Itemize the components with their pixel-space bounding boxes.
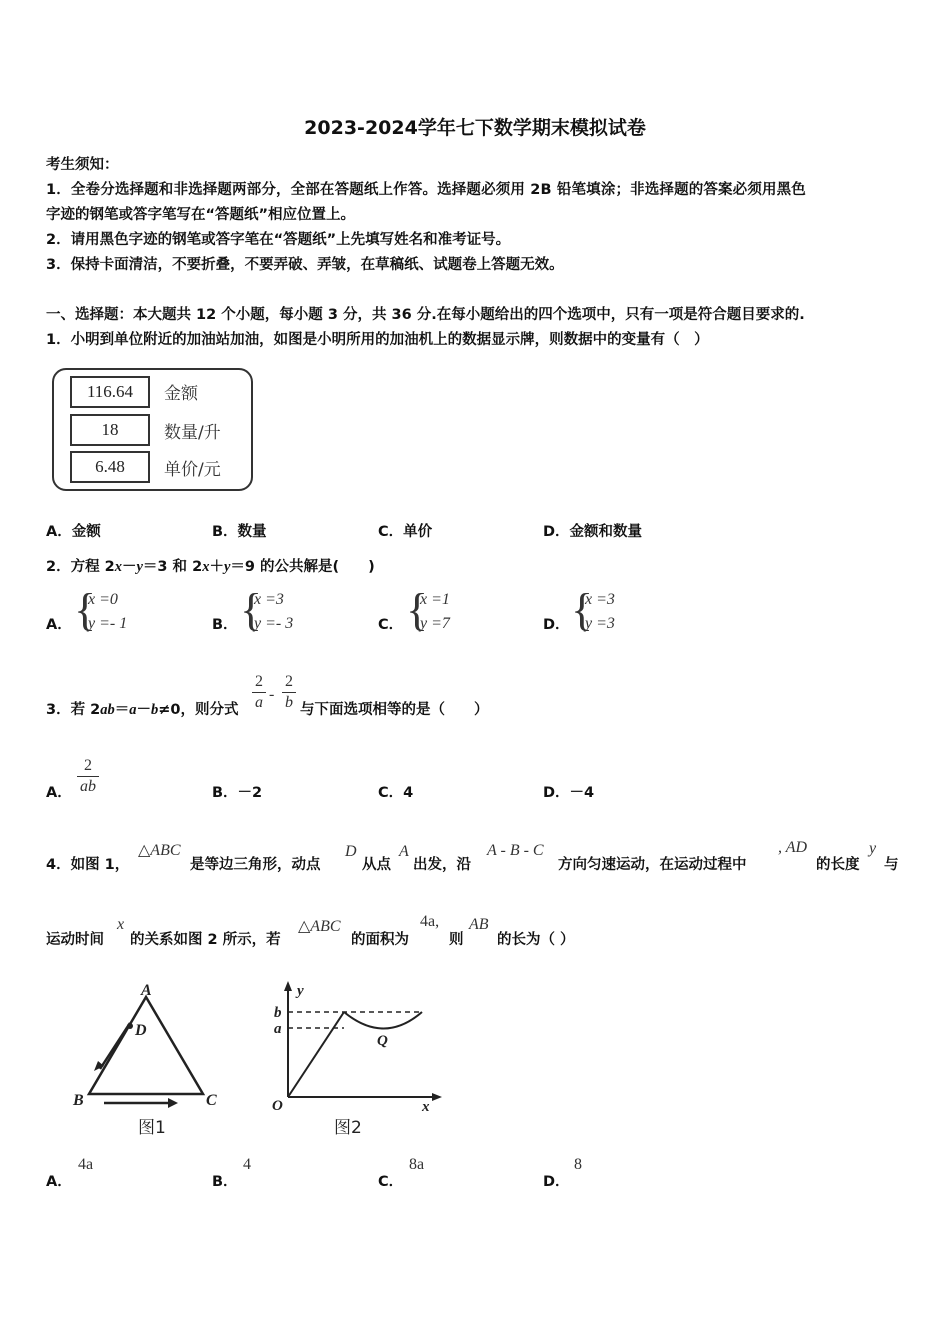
q3-option-d: D．－4 <box>543 785 595 801</box>
volume-label: 数量/升 <box>164 423 221 443</box>
q4-var-y: y <box>869 840 877 857</box>
q4-ab: AB <box>469 916 489 933</box>
fig1-label-c: C <box>206 1092 217 1109</box>
figure-2-graph <box>262 975 452 1145</box>
q4-text-7: 与 <box>884 857 899 873</box>
q4-path: A - B - C <box>487 842 544 859</box>
page-title: 2023-2024学年七下数学期末模拟试卷 <box>304 117 646 139</box>
q1-option-b: B．数量 <box>212 524 267 540</box>
q3-fraction-minus: - <box>269 686 275 703</box>
q4-text-2: 是等边三角形，动点 <box>190 857 321 873</box>
q2-option-b-system: x =3 y =- 3 <box>254 591 294 632</box>
q4-option-a-value: 4a <box>78 1156 94 1173</box>
q4-option-d-label: D． <box>543 1174 570 1190</box>
q4-text-6: 的长度 <box>816 857 860 873</box>
q2-option-c-label: C． <box>378 617 404 633</box>
q4-text-5: 方向匀速运动，在运动过程中 <box>558 857 747 873</box>
q4-text-8: 运动时间 <box>46 932 104 948</box>
fig2-label-o: O <box>272 1098 283 1114</box>
fig2-label-a: a <box>274 1021 282 1037</box>
q4-text-3: 从点 <box>362 857 391 873</box>
notice-item-1-line-1: 1．全卷分选择题和非选择题两部分，全部在答题纸上作答。选择题必须用 2B 铅笔填涂；非选择题的答案必须用黑色 <box>46 182 806 198</box>
q4-text-4: 出发，沿 <box>413 857 471 873</box>
fig1-label-d: D <box>135 1022 147 1039</box>
fig2-caption: 图2 <box>334 1118 362 1138</box>
notice-item-3: 3．保持卡面清洁，不要折叠，不要弄破、弄皱，在草稿纸、试题卷上答题无效。 <box>46 257 564 273</box>
q2-option-c-brace: { <box>406 584 429 635</box>
q2-option-a-system: x =0 y =- 1 <box>88 591 128 632</box>
q2-option-d-brace: { <box>571 584 594 635</box>
fig1-caption: 图1 <box>138 1118 166 1138</box>
q4-point-a: A <box>399 843 409 860</box>
q4-text-1: 4．如图 1， <box>46 857 130 873</box>
q3-option-a-label: A． <box>46 785 72 801</box>
amount-label: 金额 <box>164 384 198 404</box>
volume-value: 18 <box>70 414 150 446</box>
q3-option-c: C．4 <box>378 785 414 801</box>
figure-1-triangle <box>60 975 240 1145</box>
price-label: 单价/元 <box>164 460 221 480</box>
q2-option-b-label: B． <box>212 617 238 633</box>
q1-option-d: D．金额和数量 <box>543 524 643 540</box>
q4-option-b-label: B． <box>212 1174 238 1190</box>
price-value: 6.48 <box>70 451 150 483</box>
fig2-label-x: x <box>422 1099 430 1115</box>
q1-option-c: C．单价 <box>378 524 433 540</box>
q4-ad: , AD <box>778 839 808 856</box>
amount-value: 116.64 <box>70 376 150 408</box>
q2-option-c-system: x =1 y =7 <box>420 591 450 632</box>
q3-option-b: B．－2 <box>212 785 263 801</box>
q4-option-c-value: 8a <box>409 1156 425 1173</box>
fig2-label-y: y <box>297 983 304 999</box>
q1-stem: 1．小明到单位附近的加油站加油，如图是小明所用的加油机上的数据显示牌，则数据中的变量有（ ） <box>46 332 709 348</box>
q4-var-x: x <box>117 916 125 933</box>
q4-option-c-label: C． <box>378 1174 404 1190</box>
q2-option-b-brace: { <box>240 584 263 635</box>
fig2-label-b: b <box>274 1005 282 1021</box>
fig1-label-a: A <box>141 982 152 999</box>
q4-triangle-abc-2: △ABC <box>298 918 341 935</box>
notice-heading: 考生须知： <box>46 157 119 173</box>
fig1-label-b: B <box>73 1092 84 1109</box>
q3-fraction-2-over-b: 2 b <box>282 672 296 713</box>
q3-fraction-2-over-a: 2 a <box>252 672 266 713</box>
q4-option-b-value: 4 <box>243 1156 251 1173</box>
q4-text-10: 的面积为 <box>351 932 409 948</box>
q4-area: 4a, <box>420 913 440 930</box>
notice-item-1-line-2: 字迹的钢笔或答字笔写在“答题纸”相应位置上。 <box>46 207 356 223</box>
notice-item-2: 2．请用黑色字迹的钢笔或答字笔在“答题纸”上先填写姓名和准考证号。 <box>46 232 511 248</box>
q2-option-d-label: D． <box>543 617 570 633</box>
q4-option-a-label: A． <box>46 1174 72 1190</box>
q3-stem-tail: 与下面选项相等的是（ ） <box>300 702 489 718</box>
q1-option-a: A．金额 <box>46 524 101 540</box>
q4-text-11: 则 <box>449 932 464 948</box>
fig2-label-q: Q <box>377 1033 388 1049</box>
section-heading: 一、选择题：本大题共 12 个小题，每小题 3 分，共 36 分.在每小题给出的四个选项中，只有一项是符合题目要求的. <box>46 307 805 323</box>
q3-stem-lead: 3．若 2ab＝a－b≠0，则分式 <box>46 702 239 718</box>
q4-option-d-value: 8 <box>574 1156 582 1173</box>
q2-stem: 2．方程 2x－y＝3 和 2x＋y＝9 的公共解是( ) <box>46 559 375 575</box>
q4-text-12: 的长为（ ） <box>497 932 575 948</box>
q4-text-9: 的关系如图 2 所示，若 <box>130 932 281 948</box>
q3-option-a-fraction: 2 ab <box>77 756 99 797</box>
q4-point-d: D <box>345 843 357 860</box>
q2-option-a-brace: { <box>74 584 97 635</box>
q2-option-a-label: A． <box>46 617 72 633</box>
q2-option-d-system: x =3 y =3 <box>585 591 615 632</box>
q4-triangle-abc: △ABC <box>138 842 181 859</box>
